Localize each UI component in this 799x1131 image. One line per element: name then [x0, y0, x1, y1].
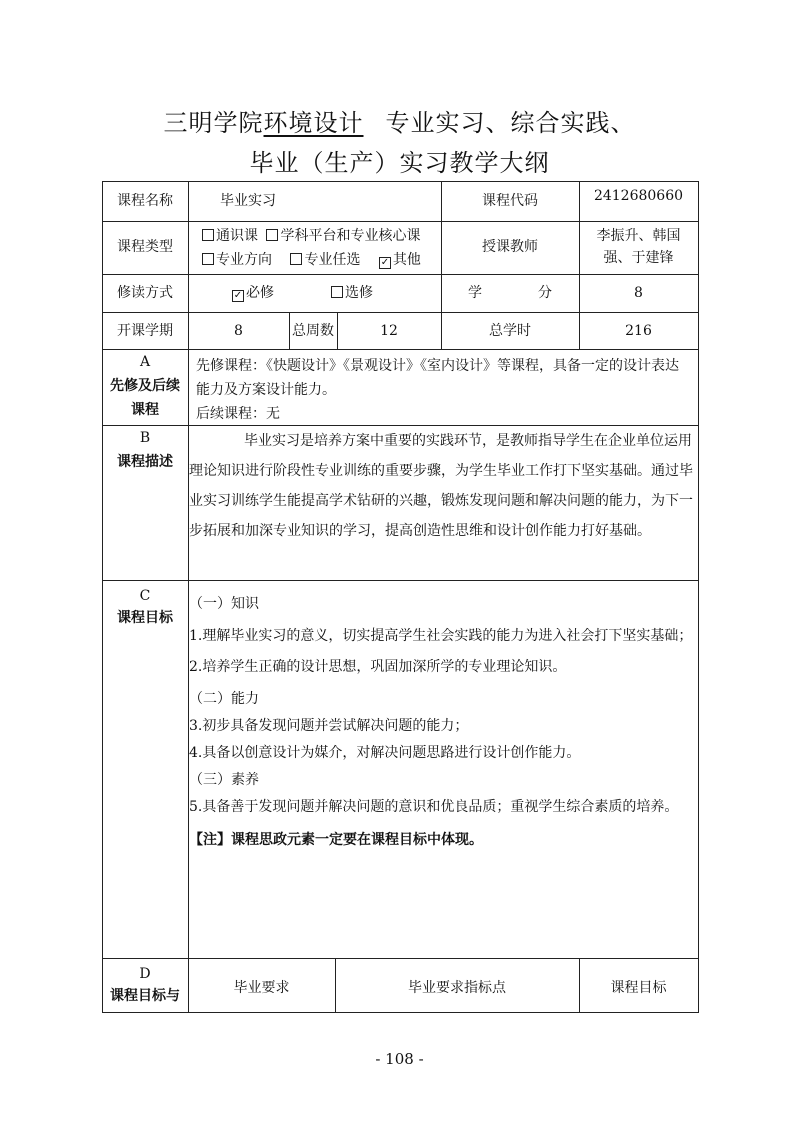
teacher-label: 授课教师: [482, 239, 538, 255]
study-mode-elective: [331, 283, 373, 303]
document-title-line1: [0, 103, 799, 138]
option-general: 通识课: [216, 228, 258, 244]
semester-value: 8: [234, 323, 243, 339]
checkbox-elective[interactable]: [331, 286, 343, 298]
objective-note: 【注】课程思政元素一定要在课程目标中体现。: [189, 832, 483, 848]
checkbox-direction[interactable]: [202, 253, 214, 265]
prerequisite-line1: 先修课程：《快题设计》《景观设计》《室内设计》等课程，具备一定的设计表达: [196, 358, 679, 374]
objective-heading-ability: （二）能力: [189, 691, 259, 707]
objective-item-4: 4.具备以创意设计为媒介，对解决问题思路进行设计创作能力。: [189, 745, 581, 761]
weeks-value: 12: [380, 323, 398, 339]
course-type-options-line2: [202, 250, 421, 270]
description-line1: 毕业实习是培养方案中重要的实践环节，是教师指导学生在企业单位运用: [244, 433, 692, 449]
graduation-requirement-header: 毕业要求: [233, 980, 290, 996]
teacher-line1: 李振升、韩国: [596, 228, 681, 244]
table-line: [102, 580, 699, 581]
section-a-letter: A: [139, 354, 151, 370]
table-line: [102, 349, 699, 350]
hours-label: 总学时: [489, 323, 531, 339]
follow-up-course: 后续课程：无: [196, 406, 280, 422]
hours-value: 216: [625, 323, 652, 339]
page-number: - 108 -: [375, 1050, 424, 1068]
option-optional: 专业任选: [304, 252, 361, 268]
title-major: 环境设计: [263, 109, 364, 137]
table-border-top: [102, 181, 699, 182]
option-other: 其他: [392, 252, 421, 268]
section-c-label: 课程目标: [117, 610, 173, 626]
description-line3: 业实习训练学生能提高学术钻研的兴趣，锻炼发现问题和解决问题的能力，为下一: [189, 493, 693, 509]
table-border-bottom: [102, 1012, 699, 1013]
section-c-letter: C: [139, 588, 151, 604]
course-code-value: 2412680660: [593, 188, 684, 204]
checkbox-required[interactable]: ✓: [233, 290, 243, 301]
document-title-line2: 毕业（生产）实习教学大纲: [249, 149, 550, 177]
table-border-right: [698, 181, 699, 1013]
title-suffix: 专业实习、综合实践、: [385, 109, 636, 137]
objective-item-1: 1.理解毕业实习的意义，切实提高学生社会实践的能力为进入社会打下坚实基础；: [189, 628, 693, 644]
course-type-label: 课程类型: [117, 239, 173, 255]
requirement-indicator-header: 毕业要求指标点: [408, 980, 506, 996]
title-school: 三明学院: [163, 109, 264, 137]
checkbox-optional[interactable]: [290, 253, 302, 265]
prerequisite-line2: 能力及方案设计能力。: [196, 382, 336, 398]
checkbox-core[interactable]: [266, 229, 278, 241]
elective-label: 选修: [345, 285, 373, 301]
section-b-label: 课程描述: [117, 454, 173, 470]
credit-label-a: 学: [468, 285, 482, 301]
credit-label-b: 分: [538, 285, 552, 301]
table-line: [102, 274, 699, 275]
section-d-label: 课程目标与: [110, 988, 180, 1004]
checkbox-other[interactable]: ✓: [380, 257, 390, 268]
checkbox-general[interactable]: [202, 229, 214, 241]
section-b-letter: B: [139, 430, 151, 446]
study-mode-required: [232, 283, 274, 303]
table-line: [102, 312, 699, 313]
objective-item-2: 2.培养学生正确的设计思想，巩固加深所学的专业理论知识。: [189, 659, 567, 675]
weeks-label: 总周数: [292, 323, 334, 339]
objective-item-5: 5.具备善于发现问题并解决问题的意识和优良品质；重视学生综合素质的培养。: [189, 799, 679, 815]
section-a-label-line1: 先修及后续: [110, 378, 180, 394]
credit-value: 8: [634, 285, 643, 301]
semester-label: 开课学期: [117, 323, 173, 339]
objective-heading-knowledge: （一）知识: [189, 596, 259, 612]
required-label: 必修: [246, 285, 274, 301]
option-direction: 专业方向: [216, 252, 272, 268]
description-line4: 步拓展和加深专业知识的学习，提高创造性思维和设计创作能力打好基础。: [189, 523, 651, 539]
course-name-label: 课程名称: [117, 193, 173, 209]
teacher-line2: 强、于建锋: [603, 250, 674, 266]
description-line2: 理论知识进行阶段性专业训练的重要步骤，为学生毕业工作打下坚实基础。通过毕: [189, 463, 693, 479]
course-objective-header: 课程目标: [610, 980, 667, 996]
study-mode-label: 修读方式: [117, 285, 173, 301]
course-code-label: 课程代码: [482, 193, 538, 209]
course-name-value: 毕业实习: [220, 193, 276, 209]
table-line: [102, 958, 699, 959]
objective-item-3: 3.初步具备发现问题并尝试解决问题的能力；: [189, 718, 469, 734]
section-d-letter: D: [139, 966, 151, 982]
course-type-options-line1: [202, 226, 420, 246]
table-line: [102, 221, 699, 222]
objective-heading-quality: （三）素养: [189, 772, 259, 788]
section-a-label-line2: 课程: [131, 402, 159, 418]
option-core: 学科平台和专业核心课: [280, 228, 421, 244]
